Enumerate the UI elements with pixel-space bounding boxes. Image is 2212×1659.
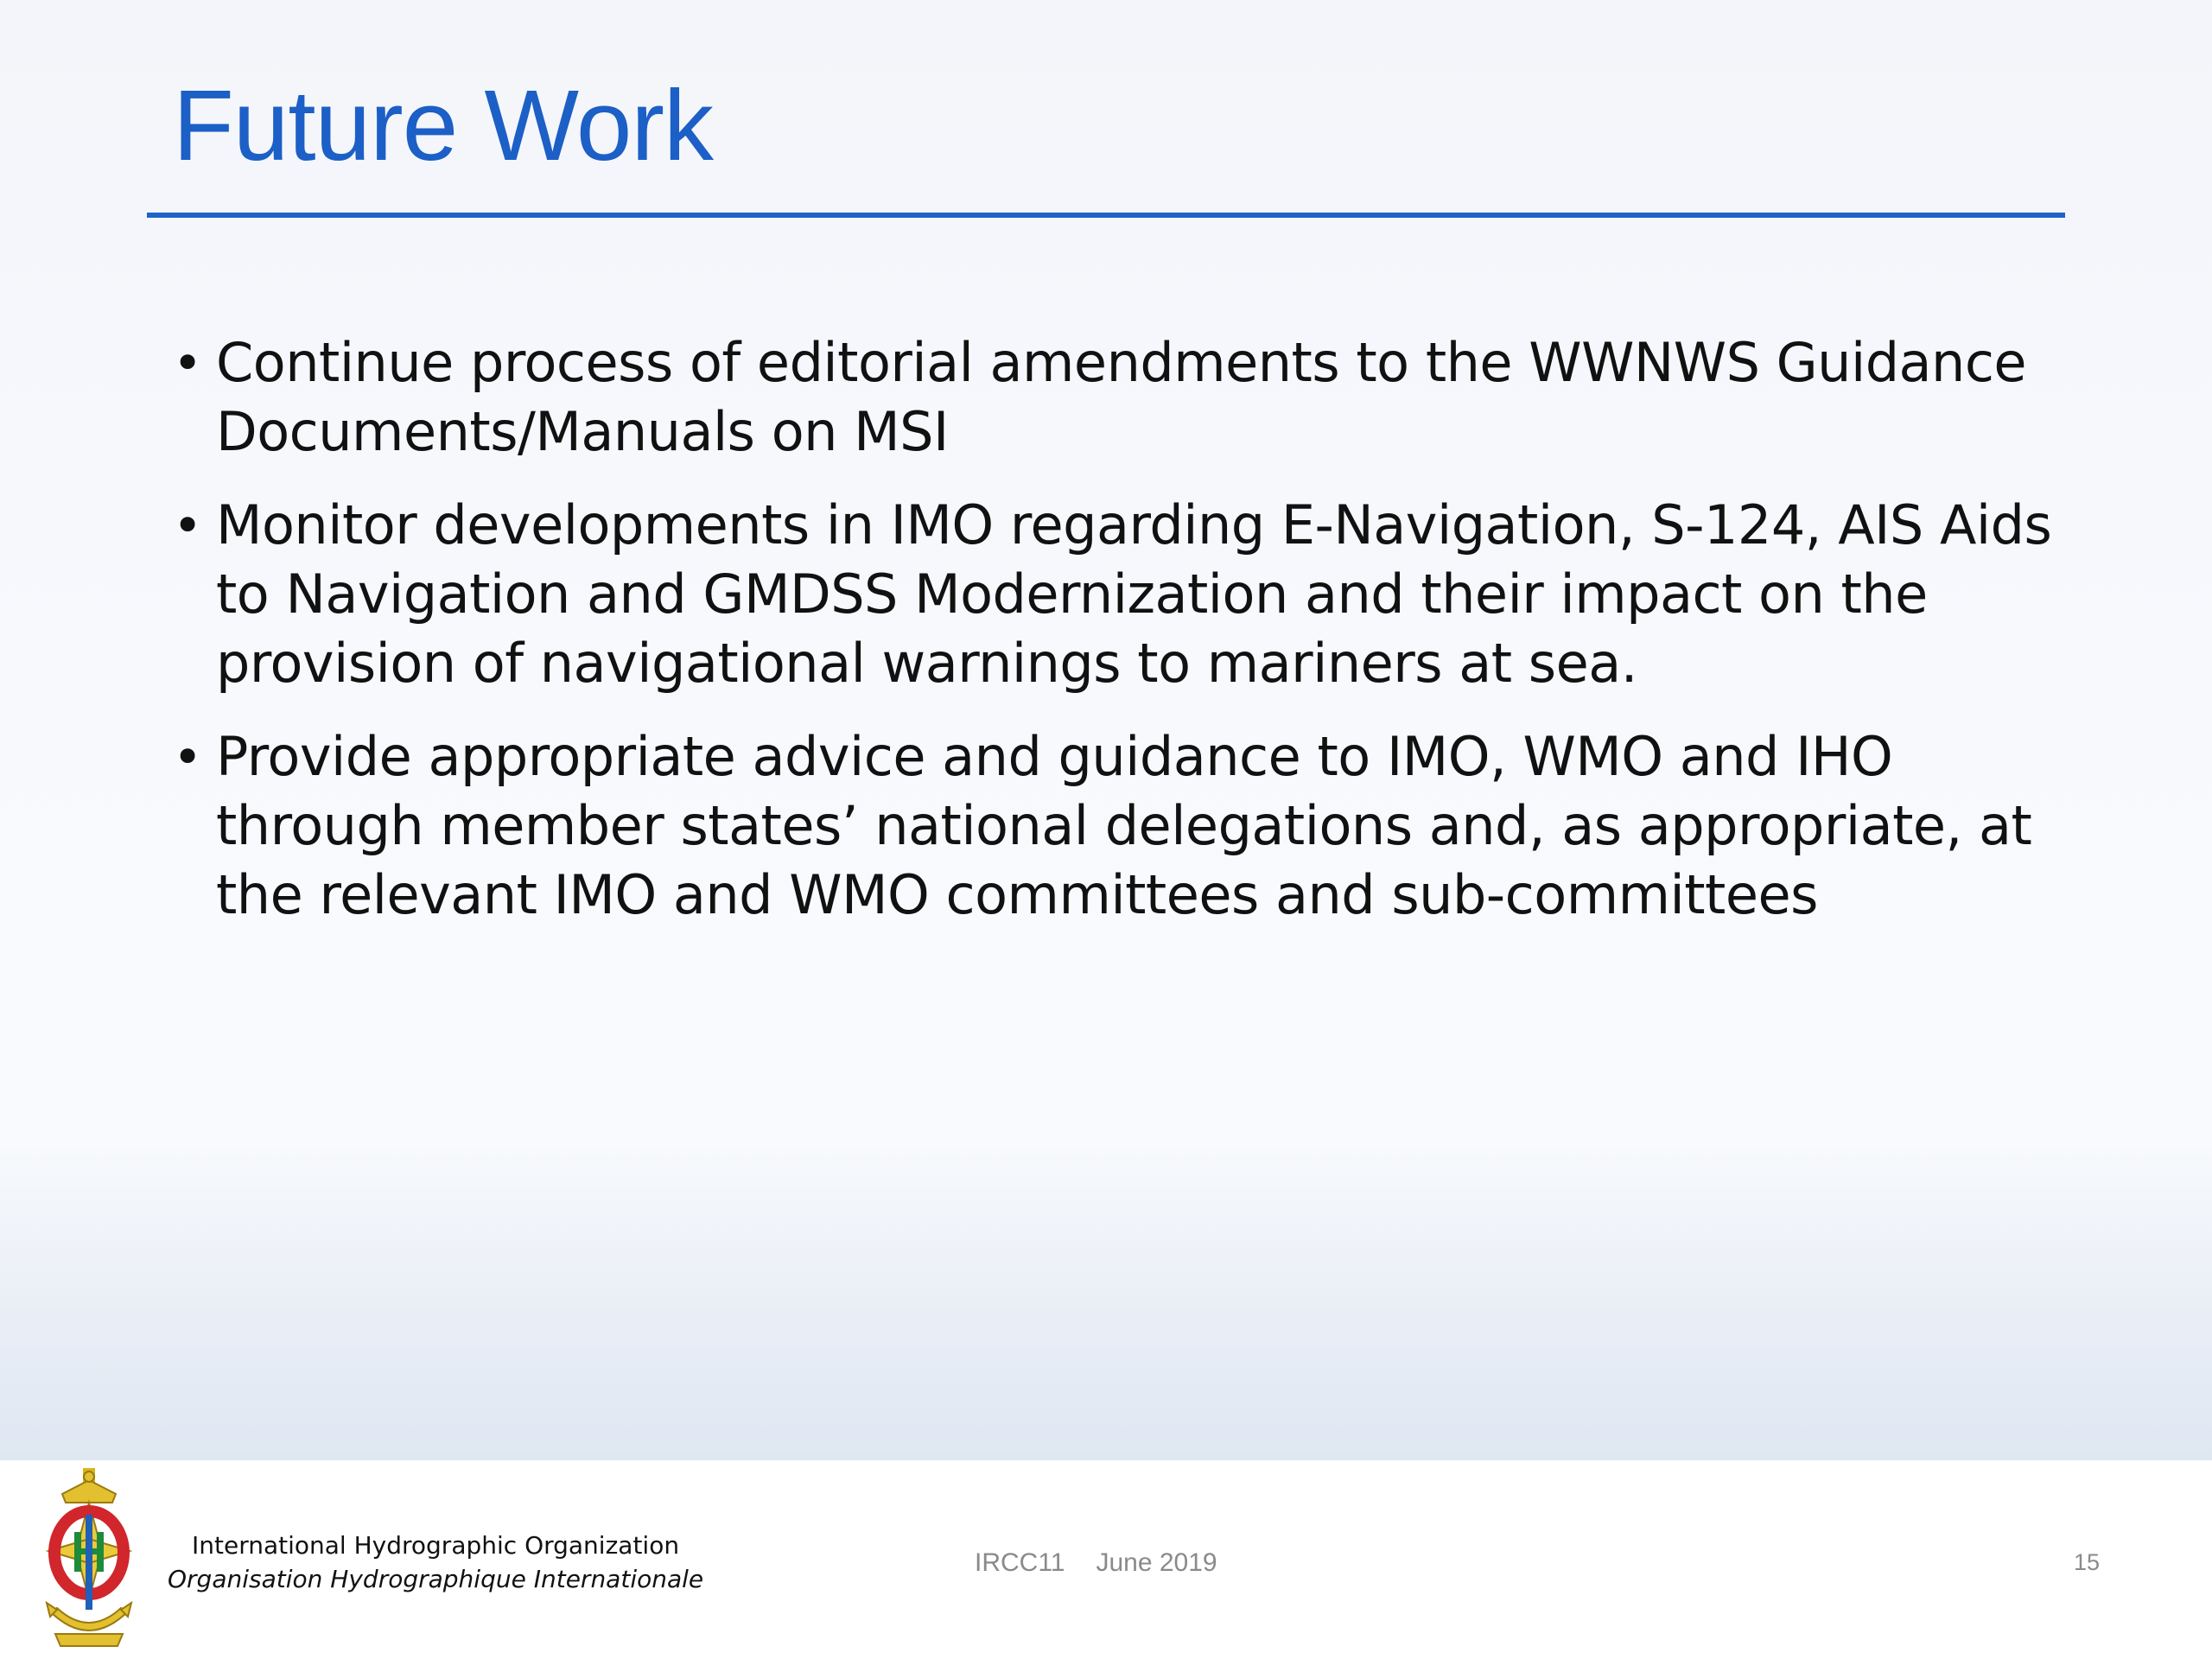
page-number: 15: [2074, 1549, 2101, 1575]
org-name-english: International Hydrographic Organization: [192, 1531, 680, 1560]
bullet-item: [173, 722, 2074, 930]
meeting-info: [975, 1548, 1217, 1578]
bullet-text: Continue process of editorial amendments to the WWNWS Guidance Documents/Manuals on MSI: [216, 331, 2027, 463]
title-divider: [147, 213, 2065, 218]
meeting-date: June 2019: [1096, 1548, 1217, 1577]
slide-title: Future Work: [173, 69, 714, 181]
bullet-marker: •: [173, 496, 202, 555]
bullet-text: Monitor developments in IMO regarding E-Navigation, S-124, AIS Aids to Navigation and GMDSS Modernization and their impact on the provision of navigational warnings to mariners at sea.: [216, 493, 2052, 695]
bullet-item: [173, 328, 2074, 467]
meeting-code: IRCC11: [975, 1548, 1065, 1577]
bullet-item: [173, 491, 2074, 698]
organization-names: [168, 1529, 703, 1597]
iho-emblem-icon: [31, 1465, 147, 1649]
bullet-text: Provide appropriate advice and guidance to IMO, WMO and IHO through member states’ national delegations and, as appropriate, at the relevant IMO and WMO committees and sub-committees: [216, 725, 2032, 926]
org-name-french: Organisation Hydrographique Internationale: [168, 1565, 704, 1593]
bullet-marker: •: [173, 334, 202, 392]
bullet-marker: •: [173, 728, 202, 786]
bullet-list: [173, 328, 2074, 954]
